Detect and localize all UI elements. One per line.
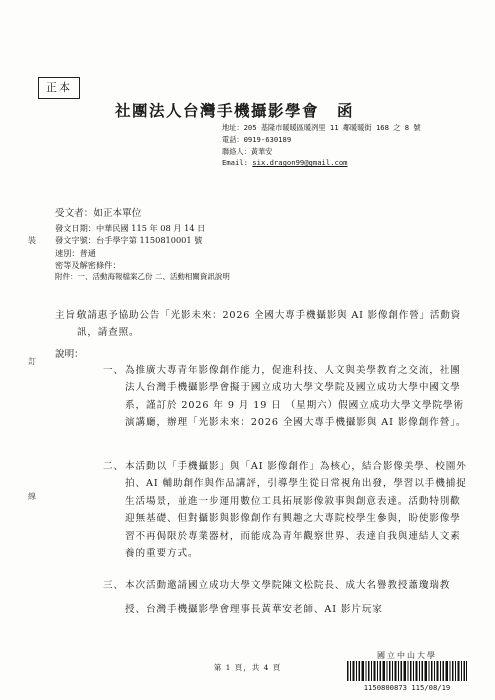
recipient-line: 受文者：如正本單位 <box>55 208 142 219</box>
security-line: 密等及解密條件： <box>55 259 121 270</box>
address-line: 地址：205 基隆市暖暖區暖冽里 11 鄰暖暖街 168 之 8 號 <box>222 123 421 132</box>
explanation-label: 說明： <box>55 349 84 360</box>
item-text: 本次活動邀請國立成功大學文學院陳文松院長、成大名譽教授蕭瓊瑞教授、台灣手機攝影學會理事長黃華安老師、AI 影片玩家 <box>125 580 451 615</box>
phone-line: 電話：0919-630189 <box>222 134 292 144</box>
explanation-item <box>103 574 471 622</box>
binding-mark: 線 <box>28 492 36 501</box>
organization-name: 社團法人台灣手機攝影學會 <box>115 101 320 120</box>
barcode-icon <box>347 661 467 681</box>
receipt-stamp <box>343 650 471 694</box>
explanation-item <box>103 362 471 432</box>
binding-mark: 訂 <box>28 357 36 366</box>
item-number: 二、 <box>103 461 124 472</box>
document-type: 函 <box>337 101 355 120</box>
item-text: 為推廣大專青年影像創作能力，促進科技、人文與美學教育之交流，社團法人台灣手機攝影學會擬于國立成功大學文學院及國立成功大學中國文學系，謹訂於 2026 年 9 月 19 日 （星期六）假國立成功大學文學院學術演講廳，辦理「光影未來：2026 全國大專手機攝影與 AI 影像創作營」。 <box>125 365 467 429</box>
email-line <box>222 157 421 169</box>
binding-mark: 裝 <box>28 236 36 245</box>
page-number: 第 1 頁，共 4 頁 <box>213 663 282 672</box>
contact-block <box>222 122 421 169</box>
subject-text: 敬請惠予協助公告「光影未來：2026 全國大專手機攝影與 AI 影像創作營」活動資訊，請查照。 <box>77 310 462 338</box>
issue-date-line: 發文日期：中華民國 115 年 08 月 14 日 <box>55 223 206 234</box>
subject-block <box>55 307 475 341</box>
item-number: 一、 <box>103 365 124 376</box>
subject-label: 主旨： <box>55 310 87 321</box>
item-text: 本活動以「手機攝影」與「AI 影像創作」為核心，結合影像美學、校園外拍、AI 輔助創作與作品講評，引導學生從日常視角出發，學習以手機捕捉生活場景，並進一步運用數位工具拓展影像敘事與創意表達。活動特別歡迎無基礎、但對攝影與影像創作有興趣之大專院校學生參與，盼使影像學習不再侷限於專業器材，而能成為青年觀察世界、表達自我與連結人文素養的重要方式。 <box>125 461 467 560</box>
stamp-code: 1150800873 115/08/19 <box>363 683 451 692</box>
email-label: Email: <box>222 158 248 168</box>
email-link[interactable]: six.dragon99@gmail.com <box>252 158 348 168</box>
copy-type-box: 正本 <box>38 77 80 99</box>
attachments-line: 附件：一、活動海報檔案乙份 二、活動相關資訊說明 <box>55 272 230 282</box>
speed-line: 速別：普通 <box>55 247 96 258</box>
contact-person-line: 聯絡人：黃華安 <box>222 146 273 156</box>
item-number: 三、 <box>103 580 124 591</box>
explanation-item <box>103 458 471 562</box>
document-meta <box>55 208 230 283</box>
stamp-institution: 國立中山大學 <box>377 651 437 660</box>
document-number-line: 發文字號：台手學字第 1150810001 號 <box>55 235 203 246</box>
letterhead <box>115 99 354 121</box>
